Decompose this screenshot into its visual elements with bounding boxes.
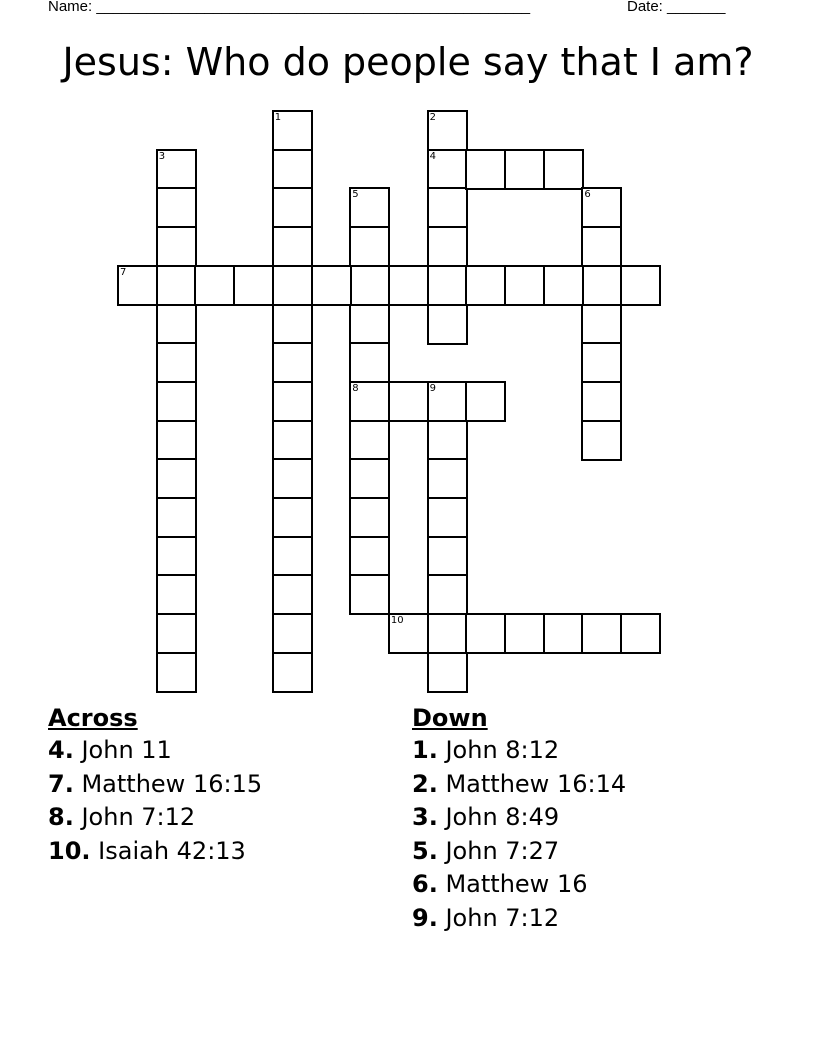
clue-text: Matthew 16 bbox=[445, 870, 588, 899]
page-title: Jesus: Who do people say that I am? bbox=[62, 40, 754, 84]
clue-text: John 8:49 bbox=[445, 803, 560, 832]
down-clue bbox=[412, 768, 626, 802]
cell-number: 10 bbox=[390, 615, 404, 627]
clue-text: Matthew 16:15 bbox=[81, 769, 263, 798]
grid-cell[interactable] bbox=[581, 187, 622, 228]
grid-cell[interactable] bbox=[427, 304, 468, 345]
clue-number: 8. bbox=[48, 803, 74, 832]
grid-cell[interactable] bbox=[156, 613, 197, 654]
cell-number: 2 bbox=[429, 112, 436, 123]
across-clue bbox=[48, 768, 262, 802]
grid-cell[interactable] bbox=[156, 265, 197, 306]
grid-cell[interactable] bbox=[620, 613, 661, 654]
cell-number: 5 bbox=[352, 189, 359, 201]
cell-number: 8 bbox=[352, 382, 359, 394]
grid-cell[interactable] bbox=[272, 110, 313, 151]
grid-cell[interactable] bbox=[272, 497, 313, 538]
clue-text: Matthew 16:14 bbox=[445, 769, 627, 798]
grid-cell[interactable] bbox=[465, 265, 506, 306]
grid-cell[interactable] bbox=[349, 458, 390, 499]
grid-cell[interactable] bbox=[272, 574, 313, 615]
grid-cell[interactable] bbox=[272, 342, 313, 383]
grid-cell[interactable] bbox=[581, 420, 622, 461]
cell-number: 7 bbox=[120, 266, 127, 278]
grid-cell[interactable] bbox=[427, 381, 468, 422]
grid-cell[interactable] bbox=[156, 149, 197, 190]
grid-cell[interactable] bbox=[349, 265, 390, 306]
grid-cell[interactable] bbox=[349, 497, 390, 538]
grid-cell[interactable] bbox=[194, 265, 235, 306]
grid-cell[interactable] bbox=[427, 226, 468, 267]
across-clue bbox=[48, 835, 262, 869]
cell-number: 9 bbox=[429, 382, 436, 394]
cell-number: 6 bbox=[584, 189, 591, 201]
clue-text: John 7:27 bbox=[445, 836, 560, 865]
down-clue bbox=[412, 835, 626, 869]
grid-cell[interactable] bbox=[388, 265, 429, 306]
grid-cell[interactable] bbox=[504, 613, 545, 654]
grid-cell[interactable] bbox=[427, 652, 468, 693]
clue-number: 3. bbox=[412, 803, 438, 832]
clue-number: 10. bbox=[48, 836, 91, 865]
clue-number: 4. bbox=[48, 736, 74, 764]
clue-number: 5. bbox=[412, 836, 438, 865]
grid-cell[interactable] bbox=[349, 574, 390, 615]
name-field-label: Name: ____________________________________________________ bbox=[48, 0, 531, 15]
grid-cell[interactable] bbox=[581, 381, 622, 422]
grid-cell[interactable] bbox=[272, 381, 313, 422]
grid-cell[interactable] bbox=[427, 574, 468, 615]
clue-text: Isaiah 42:13 bbox=[98, 836, 246, 865]
grid-cell[interactable] bbox=[427, 420, 468, 461]
clue-text: John 7:12 bbox=[445, 903, 560, 932]
clue-text: John 11 bbox=[81, 736, 172, 764]
grid-cell[interactable] bbox=[272, 304, 313, 345]
grid-cell[interactable] bbox=[388, 381, 429, 422]
grid-cell[interactable] bbox=[156, 304, 197, 345]
cell-number: 1 bbox=[274, 112, 282, 123]
grid-cell[interactable] bbox=[156, 497, 197, 538]
grid-cell[interactable] bbox=[465, 381, 506, 422]
down-clue bbox=[412, 734, 626, 768]
grid-cell[interactable] bbox=[156, 652, 197, 693]
clue-text: John 8:12 bbox=[445, 736, 560, 764]
grid-cell[interactable] bbox=[117, 265, 158, 306]
grid-cell[interactable] bbox=[427, 187, 468, 228]
down-clues bbox=[412, 702, 626, 936]
grid-cell[interactable] bbox=[349, 304, 390, 345]
grid-cell[interactable] bbox=[156, 536, 197, 577]
grid-cell[interactable] bbox=[156, 574, 197, 615]
grid-cell[interactable] bbox=[581, 226, 622, 267]
across-clue bbox=[48, 734, 262, 768]
grid-cell[interactable] bbox=[427, 458, 468, 499]
grid-cell[interactable] bbox=[156, 381, 197, 422]
grid-cell[interactable] bbox=[543, 265, 584, 306]
grid-cell[interactable] bbox=[311, 265, 352, 306]
grid-cell[interactable] bbox=[581, 265, 622, 306]
clue-text: John 7:12 bbox=[81, 803, 196, 832]
date-field-label: Date: _______ bbox=[627, 0, 726, 15]
grid-cell[interactable] bbox=[543, 613, 584, 654]
grid-cell[interactable] bbox=[427, 110, 468, 151]
grid-cell[interactable] bbox=[465, 149, 506, 190]
grid-cell[interactable] bbox=[581, 304, 622, 345]
grid-cell[interactable] bbox=[272, 613, 313, 654]
clue-number: 1. bbox=[412, 736, 438, 764]
grid-cell[interactable] bbox=[427, 613, 468, 654]
grid-cell[interactable] bbox=[272, 226, 313, 267]
grid-cell[interactable] bbox=[272, 187, 313, 228]
grid-cell[interactable] bbox=[388, 613, 429, 654]
across-heading: Across bbox=[48, 704, 138, 732]
grid-cell[interactable] bbox=[156, 187, 197, 228]
grid-cell[interactable] bbox=[349, 226, 390, 267]
grid-cell[interactable] bbox=[427, 497, 468, 538]
grid-cell[interactable] bbox=[272, 149, 313, 190]
grid-cell[interactable] bbox=[581, 613, 622, 654]
grid-cell[interactable] bbox=[272, 420, 313, 461]
grid-cell[interactable] bbox=[349, 536, 390, 577]
grid-cell[interactable] bbox=[272, 265, 313, 306]
down-heading: Down bbox=[412, 704, 488, 732]
grid-cell[interactable] bbox=[233, 265, 274, 306]
down-clue bbox=[412, 902, 626, 936]
grid-cell[interactable] bbox=[581, 342, 622, 383]
grid-cell[interactable] bbox=[465, 613, 506, 654]
grid-cell[interactable] bbox=[272, 652, 313, 693]
grid-cell[interactable] bbox=[156, 342, 197, 383]
down-clue bbox=[412, 868, 626, 902]
across-clues bbox=[48, 702, 262, 868]
clue-number: 9. bbox=[412, 903, 438, 932]
down-clue bbox=[412, 801, 626, 835]
grid-cell[interactable] bbox=[543, 149, 584, 190]
grid-cell[interactable] bbox=[349, 381, 390, 422]
grid-cell[interactable] bbox=[504, 265, 545, 306]
grid-cell[interactable] bbox=[504, 149, 545, 190]
clue-number: 7. bbox=[48, 769, 74, 798]
grid-cell[interactable] bbox=[620, 265, 661, 306]
grid-cell[interactable] bbox=[272, 536, 313, 577]
cell-number: 4 bbox=[429, 150, 436, 162]
grid-cell[interactable] bbox=[427, 536, 468, 577]
cell-number: 3 bbox=[158, 150, 166, 162]
clue-number: 6. bbox=[412, 870, 438, 899]
grid-cell[interactable] bbox=[427, 265, 468, 306]
grid-cell[interactable] bbox=[349, 342, 390, 383]
grid-cell[interactable] bbox=[156, 226, 197, 267]
grid-cell[interactable] bbox=[156, 458, 197, 499]
grid-cell[interactable] bbox=[349, 187, 390, 228]
clue-number: 2. bbox=[412, 769, 438, 798]
grid-cell[interactable] bbox=[272, 458, 313, 499]
grid-cell[interactable] bbox=[349, 420, 390, 461]
across-clue bbox=[48, 801, 262, 835]
grid-cell[interactable] bbox=[156, 420, 197, 461]
grid-cell[interactable] bbox=[427, 149, 468, 190]
